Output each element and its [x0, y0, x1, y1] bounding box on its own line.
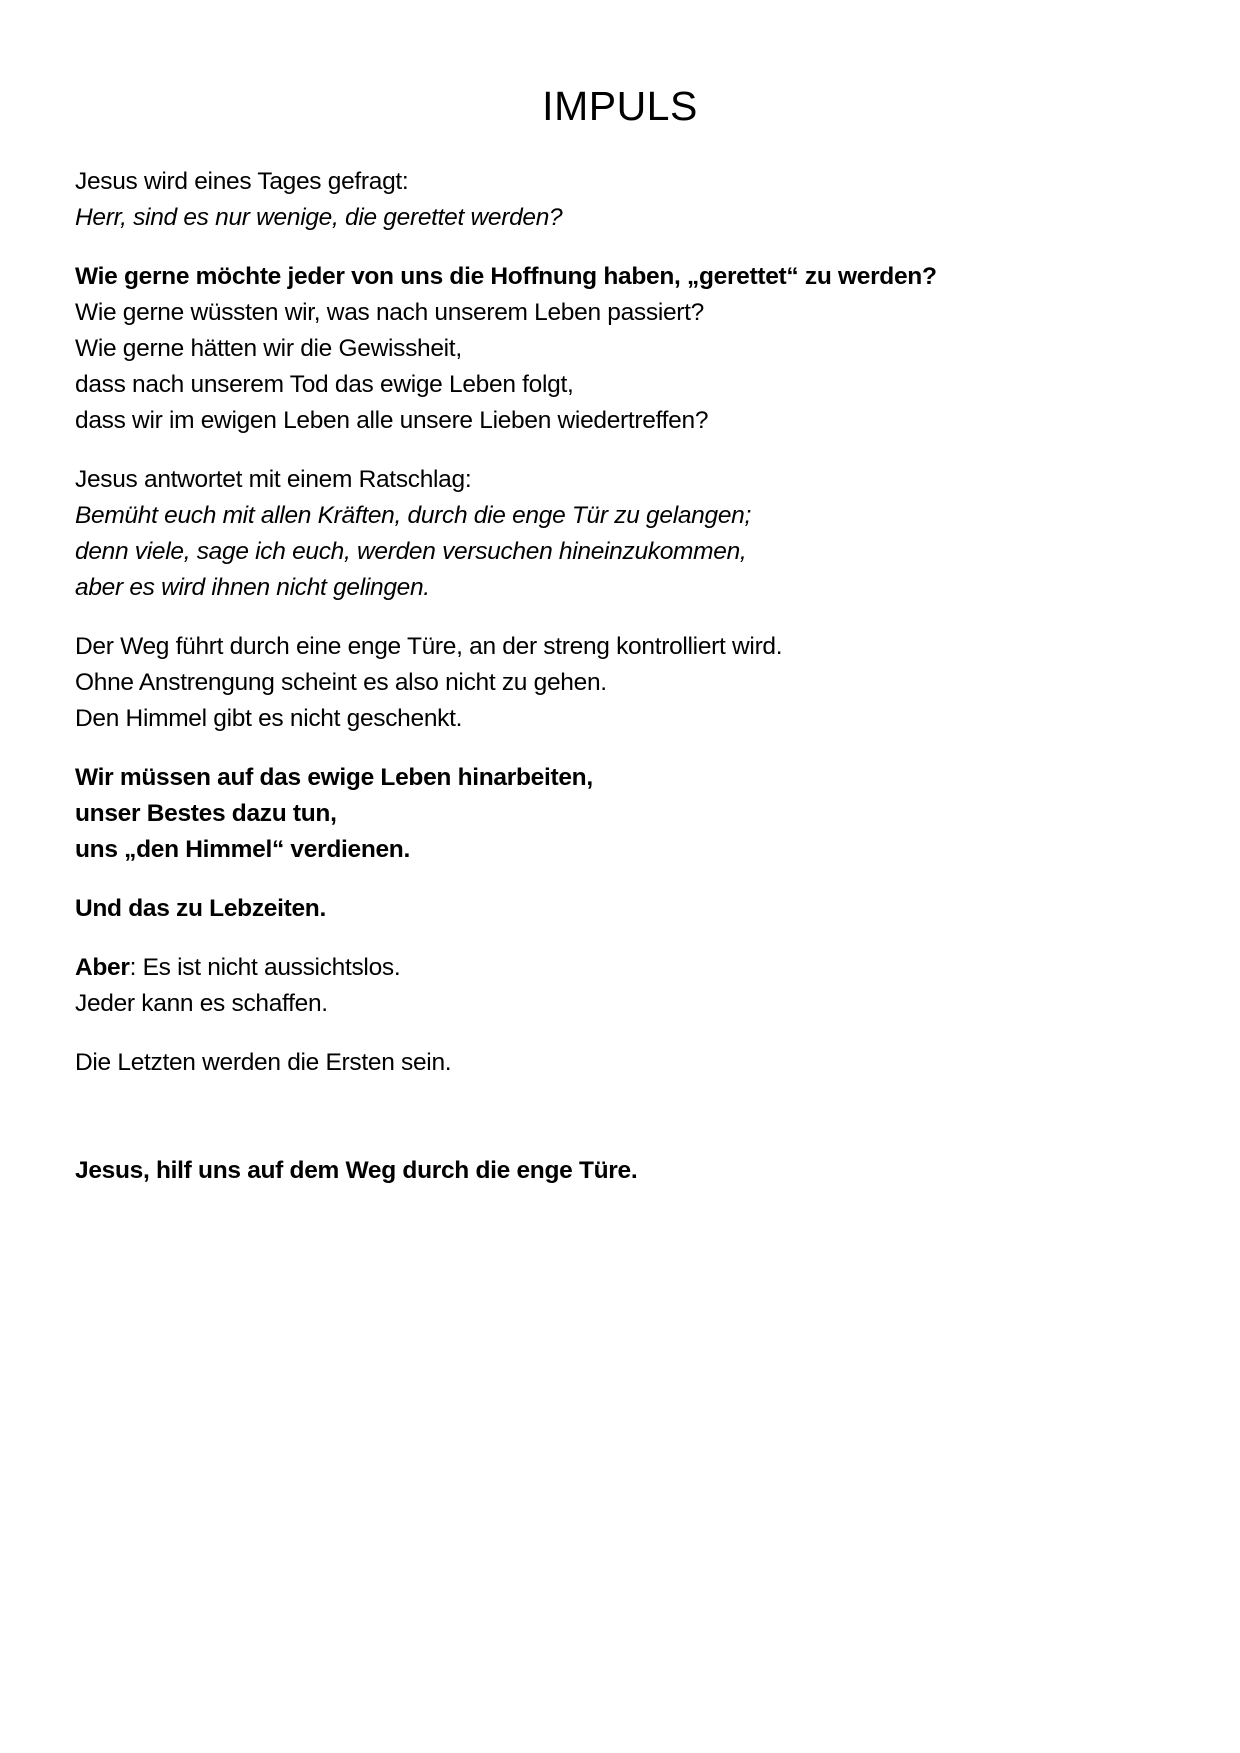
emphasis-line: uns „den Himmel“ verdienen. — [75, 836, 410, 863]
prayer-line: Jesus, hilf uns auf dem Weg durch die enge Türe. — [75, 1157, 638, 1184]
text-line: Ohne Anstrengung scheint es also nicht zu gehen. — [75, 669, 607, 696]
aber-label: Aber — [75, 954, 130, 981]
paragraph-narrow-door — [75, 629, 1175, 737]
spacer — [75, 1104, 1175, 1153]
page-title-text: IMPULS — [542, 83, 698, 129]
paragraph-prayer — [75, 1153, 1175, 1189]
paragraph-but — [75, 950, 1175, 1022]
text-line: dass nach unserem Tod das ewige Leben folgt, — [75, 371, 574, 398]
quote-line: Herr, sind es nur wenige, die gerettet werden? — [75, 204, 563, 231]
paragraph-hope — [75, 259, 1175, 439]
text-line: Jeder kann es schaffen. — [75, 990, 328, 1017]
text-line: Die Letzten werden die Ersten sein. — [75, 1049, 452, 1076]
emphasis-line: Und das zu Lebzeiten. — [75, 895, 326, 922]
quote-line: Bemüht euch mit allen Kräften, durch die enge Tür zu gelangen; — [75, 502, 751, 529]
text-line — [75, 950, 1175, 986]
quote-line: denn viele, sage ich euch, werden versuchen hineinzukommen, — [75, 538, 747, 565]
text-line: Jesus antwortet mit einem Ratschlag: — [75, 466, 472, 493]
text-line: Wie gerne hätten wir die Gewissheit, — [75, 335, 462, 362]
quote-line: aber es wird ihnen nicht gelingen. — [75, 574, 430, 601]
emphasis-line: unser Bestes dazu tun, — [75, 800, 337, 827]
paragraph-question — [75, 164, 1175, 236]
aber-rest: : Es ist nicht aussichtslos. — [129, 954, 401, 981]
document-body — [75, 164, 1175, 1212]
paragraph-last-first — [75, 1045, 1175, 1081]
page-title — [0, 84, 1240, 129]
paragraph-work — [75, 760, 1175, 868]
text-line: Jesus wird eines Tages gefragt: — [75, 168, 409, 195]
paragraph-answer — [75, 462, 1175, 606]
paragraph-lifetime — [75, 891, 1175, 927]
text-line: Wie gerne wüssten wir, was nach unserem Leben passiert? — [75, 299, 704, 326]
text-line: Der Weg führt durch eine enge Türe, an der streng kontrolliert wird. — [75, 633, 783, 660]
text-line: dass wir im ewigen Leben alle unsere Lieben wiedertreffen? — [75, 407, 709, 434]
emphasis-line: Wir müssen auf das ewige Leben hinarbeiten, — [75, 764, 593, 791]
text-line: Den Himmel gibt es nicht geschenkt. — [75, 705, 463, 732]
emphasis-line: Wie gerne möchte jeder von uns die Hoffnung haben, „gerettet“ zu werden? — [75, 263, 937, 290]
